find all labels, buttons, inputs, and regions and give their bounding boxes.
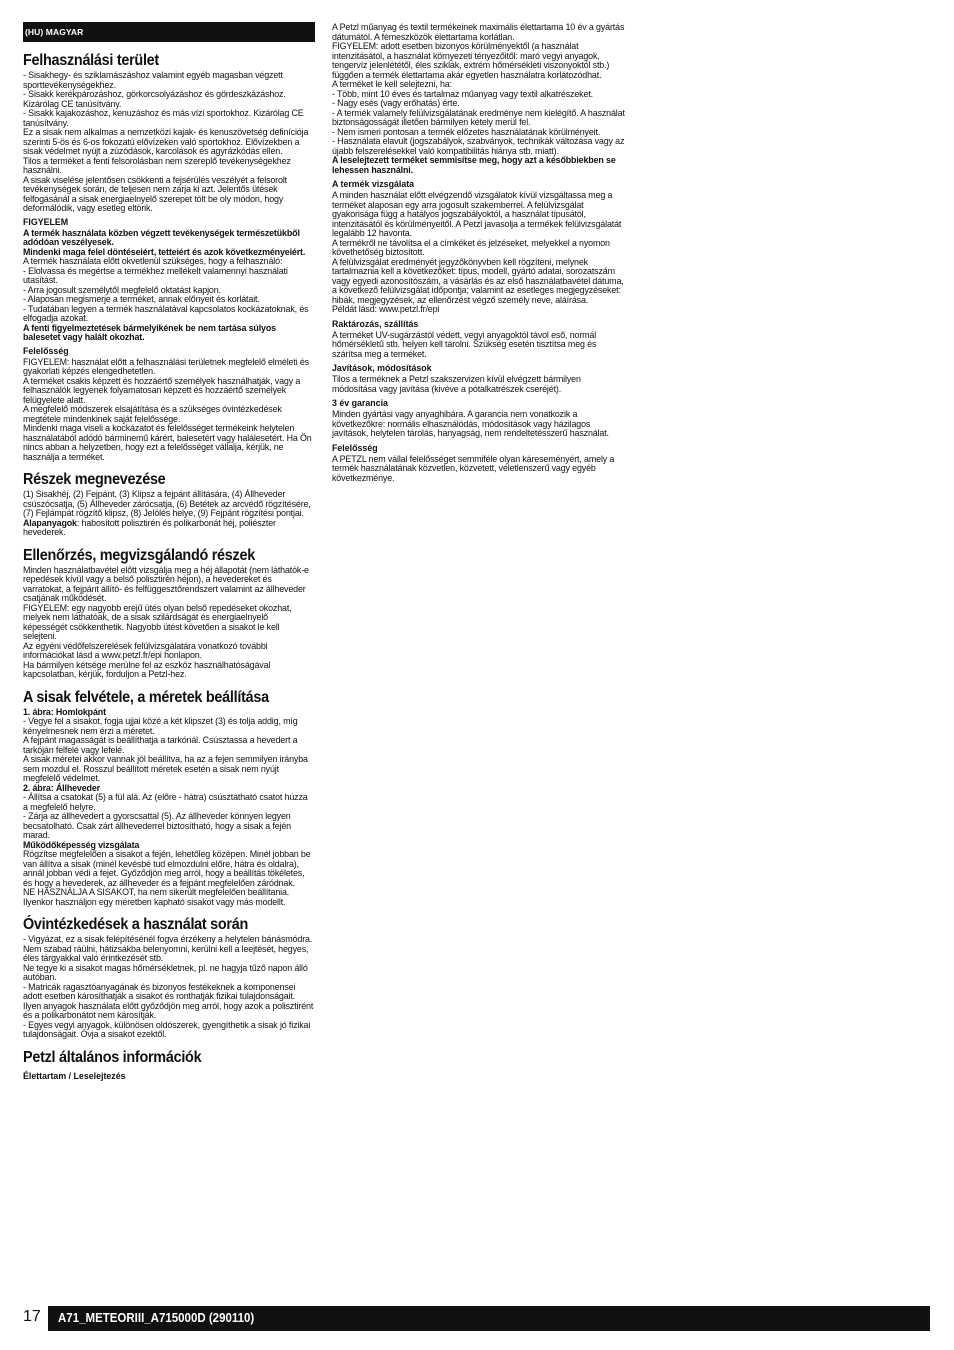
paragraph: - Zárja az állhevedert a gyorscsattal (5). Az állheveder könnyen legyen becsatolható. Csak zárt állhevederrel biztosítható, hogy a sisak a fején marad. xyxy=(23,810,291,840)
paragraph: - Arra jogosult személytől megfelelő oktatást kapjon. xyxy=(23,283,221,295)
paragraph: A termék használata előtt okvetlenül szükséges, hogy a felhasználó: xyxy=(23,255,283,266)
paragraph: A terméket UV-sugárzástól védett, vegyi anyagoktól távol eső, normál hőmérsékletű stb. helyen kell tárolni. Szükség esetén tisztítsa meg és szárítsa meg a terméket. xyxy=(332,328,597,359)
section-repairs xyxy=(332,363,626,393)
paragraph: - Elolvassa és megértse a termékhez mellékelt valamennyi használati utasítást. xyxy=(23,264,288,285)
paragraph: - Sisakk kajakozáshoz, kenuzáshoz és más vízi sportokhoz. Kizárólag CE tanúsítvány. xyxy=(23,107,304,128)
paragraph: A terméket csakis képzett és hozzáértő személyek használhatják, vagy a felhasználók legyenek folyamatosan képzett és hozzáértő személyek felügyelete alatt. xyxy=(23,374,301,405)
subsection-title: FIGYELEM xyxy=(23,216,69,228)
paragraph: Ez a sisak nem alkalmas a nemzetközi kajak- és kenuszövetség definíciója szerinti 5-ös és 6-os fokozatú elővízeken való sportokhoz. Elővízekben a sisak védelmet nyújt a zúzódások, karcolások és agyrázkódás ellen. xyxy=(23,126,309,156)
paragraph: A terméket le kell selejtezni, ha: xyxy=(332,78,452,89)
paragraph: - Matricák ragasztóanyagának és bizonyos festékeknek a komponensei adott esetben károsíthatják a sisakot és ronthatják fizikai tulajdonságait. Ilyen anyagok használata előtt győződjön meg arról, hogy azok a polisztirént és a polikarbonátot nem károsítják. xyxy=(23,980,314,1020)
paragraph: A minden használat előtt elvégzendő vizsgálatok kívül vizsgáltassa meg a terméket alaposan egy arra jogosult szakemberrel. A felülvizsgálat gyakorisága függ a hatályos jogszabályoktól, a használat típusától, intenzitásától és körülményeitől. A Petzl javasolja a termékek felülvizsgálatát legalább 12 havonta. xyxy=(332,189,622,238)
subsection-title: 3 év garancia xyxy=(332,398,388,409)
section-title: Részek megnevezése xyxy=(23,471,166,488)
paragraph: Minden használatbavétel előtt vizsgálja meg a héj állapotát (nem láthatók-e repedések kívül vagy a belső polisztirén héjon), a hevedereket és varratokat, a fejpánt állító- és felfüggesztőrendszert valamint az állheveder csatjának működését. xyxy=(23,563,309,603)
section-storage xyxy=(332,319,626,359)
paragraph xyxy=(23,518,314,537)
paragraph: A felülvizsgálat eredményét jegyzőkönyvben kell rögzíteni, melynek tartalmaznia kell a következőket: típus, modell, gyártó adatai, sorozatszám vagy egyedi azonosítószám, a vásárlás és az első használatbavétel dátuma, a következő felülvizsgálat időpontja; valamint az esetleges megjegyzéseket: hibák, megjegyzések, az ellenőrzést végző személy neve, aláírása. xyxy=(332,255,624,305)
warning-bold: A fenti figyelmeztetések bármelyikének be nem tartása súlyos balesetet vagy halált okozhat. xyxy=(23,321,276,342)
subsection-title: A termék vizsgálata xyxy=(332,179,415,190)
section-title: A sisak felvétele, a méretek beállítása xyxy=(23,688,269,706)
page-number: 17 xyxy=(23,1308,41,1325)
subsection-title: Raktározás, szállítás xyxy=(332,318,419,330)
materials-label: Alapanyagok xyxy=(23,516,77,528)
section-general-info xyxy=(23,1049,315,1082)
document-code: A71_METEORIII_A715000D (290110) xyxy=(58,1311,255,1325)
paragraph: A Petzl műanyag és textil termékeinek maximális élettartama 10 év a gyártás dátumától. A fémeszközök élettartama korlátlan. xyxy=(332,21,625,42)
paragraph: A fejpánt magasságát is beállíthatja a tarkónál. Csúsztassa a hevedert a tarkóján felfelé vagy lefelé. xyxy=(23,734,298,755)
paragraph: A megfelelő módszerek elsajátítása és a szükséges óvintézkedések megtétele mindenkinek saját felelőssége. xyxy=(23,403,282,424)
paragraph: - Vigyázat, ez a sisak felépítésénél fogva érzékeny a helytelen bánásmódra. Nem szabad ráülni, hátizsákba belenyomni, kerülni kell a leejtését, hegyes, éles tárgyakkal való érintkezését stb. xyxy=(23,933,313,963)
paragraph: NE HASZNÁLJA A SISAKOT, ha nem sikerült megfelelően beállítania. Ilyenkor használjon egy méretben kapható sisakot vagy más modellt. xyxy=(23,886,290,907)
paragraph: Ne tegye ki a sisakot magas hőmérsékletnek, pl. ne hagyja tűző napon álló autóban. xyxy=(23,961,308,982)
paragraph: Tilos a terméket a fenti felsorolásban nem szereplő tevékenységekhez használni. xyxy=(23,154,291,175)
paragraph: Mindenki maga viseli a kockázatot és felelősséget termékeink helytelen használatából adódó bárminemű kárért, balesetért vagy halálesetért. Ha Ön nincs abban a helyzetben, hogy ezt a felelősséget vállalja, kérjük, ne használja a terméket. xyxy=(23,422,312,462)
section-fitting xyxy=(23,689,315,907)
section-title: Ellenőrzés, megvizsgálandó részek xyxy=(23,546,255,564)
subsection-title: Felelősség xyxy=(23,345,69,357)
paragraph: - Állítsa a csatokat (5) a fül alá. Az (előre - hátra) csúsztatható csatot húzza a megfelelő helyre. xyxy=(23,791,308,812)
section-field-of-application xyxy=(23,52,315,461)
paragraph: - Alaposan megismerje a terméket, annak előnyeit és korlátait. xyxy=(23,293,260,304)
paragraph: A termékről ne távolítsa el a címkéket és jelzéseket, melyekkel a nyomon követhetőség biztosított. xyxy=(332,236,610,257)
right-column xyxy=(332,22,626,482)
paragraph: - Egyes vegyi anyagok, különösen oldószerek, gyengíthetik a sisak jó fizikai tulajdonságait. Óvja a sisakot ezektől. xyxy=(23,1018,311,1039)
paragraph: - Vegye fel a sisakot, fogja ujjai közé a két klipszet (3) és tolja addig, míg kényelmesnek nem érzi a méretet. xyxy=(23,715,298,736)
left-column xyxy=(23,22,315,1082)
paragraph: FIGYELEM: adott esetben bizonyos körülményektől (a használat intenzitásától, a használat környezeti tényezőitől: maró vegyi anyagok, tengervíz jelenlététől, éles sziklák, extrém hőmérsékleti viszonyoktól stb.) függően a termék élettartama akár egyetlen használatra korlátozódhat. xyxy=(332,40,610,80)
paragraph: - A termék valamely felülvizsgálatának eredménye nem kielégítő. A használat biztonságosságát illetően bármilyen kétely merül fel. xyxy=(332,106,625,127)
paragraph: - Tudatában legyen a termék használatával kapcsolatos kockázatoknak, és elfogadja azokat. xyxy=(23,302,309,323)
paragraph: A PETZL nem vállal felelősséget semmiféle olyan káreseményért, amely a termék használatának közvetlen, közvetett, véletlenszerű vagy egyéb következménye. xyxy=(332,452,615,483)
document-code-bar xyxy=(48,1306,930,1331)
paragraph: (1) Sisakhéj, (2) Fejpánt, (3) Klipsz a fejpánt állítására, (4) Állheveder csúszócsatja, (5) Állheveder zárócsatja, (6) Betétek az arcvédő rögzítésére, (7) Fejlámpát rögzítő klipsz, (8) Jelölés helye, (9) Fejpánt rögzítési pontjai. xyxy=(23,488,311,518)
subsection-title: Javítások, módosítások xyxy=(332,363,432,374)
paragraph: - Használata elavult (jogszabályok, szabványok, technikák változása vagy az újabb felszerelésekkel való kompatibilitás hiánya stb. miatt). xyxy=(332,135,625,156)
paragraph: - Nagy esés (vagy erőhatás) érte. xyxy=(332,97,460,108)
warning-bold: Mindenki maga felel döntéseiért, tetteiért és azok következményeiért. xyxy=(23,245,306,257)
warning-bold: A leselejtezett terméket semmisítse meg, hogy azt a későbbiekben se lehessen használni. xyxy=(332,154,616,175)
section-warranty xyxy=(332,398,626,438)
figure-label: 2. ábra: Állheveder xyxy=(23,781,100,793)
paragraph: Minden gyártási vagy anyaghibára. A garancia nem vonatkozik a következőkre: normális elhasználódás, módosítások vagy házilagos javítások, helytelen tárolás, hanyagság, nem rendeltetésszerű használat. xyxy=(332,408,609,438)
page-footer xyxy=(23,1306,930,1331)
subsection-title: Élettartam / Leselejtezés xyxy=(23,1070,126,1082)
materials-text: : habosított polisztirén és polikarbonát héj, poliészter hevederek. xyxy=(23,516,276,537)
paragraph: - Nem ismeri pontosan a termék előzetes használatának körülményeit. xyxy=(332,125,601,137)
section-product-inspection xyxy=(332,179,626,314)
paragraph: Az egyéni védőfelszerelések felülvizsgálatára vonatkozó további információkat lásd a www.petzl.fr/epi honlapon. xyxy=(23,639,268,660)
paragraph: FIGYELEM: egy nagyobb erejű ütés olyan belső repedéseket okozhat, melyek nem láthatóak, de a sisak szilárdságát és energiaelnyelő képességét csökkenthetik. Nagyobb ütést követően a sisakot le kell selejteni. xyxy=(23,601,292,641)
section-parts xyxy=(23,471,315,537)
figure-label: Működőképesség vizsgálata xyxy=(23,838,140,850)
section-inspection xyxy=(23,547,315,679)
section-title: Felhasználási terület xyxy=(23,52,159,69)
subsection-title: Felelősség xyxy=(332,442,378,454)
paragraph: A sisak viselése jelentősen csökkenti a fejsérülés veszélyét a felsorolt tevékenységek során, de teljesen nem zárja ki azt. Jelentős ütések felfogásánál a sisak energiaelnyelő szerepet tölt be oly módon, hogy deformálódik, vagy esetleg eltörik. xyxy=(23,173,287,213)
paragraph: FIGYELEM: használat előtt a felhasználási területnek megfelelő elméleti és gyakorlati képzés elengedhetetlen. xyxy=(23,355,309,376)
paragraph: - Sisakk kerékpározáshoz, görkorcsolyázáshoz és gördeszkázáshoz. Kizárólag CE tanúsítvány. xyxy=(23,88,286,109)
paragraph: A sisak méretei akkor vannak jól beállítva, ha az a fejen semmilyen irányba sem mozdul el. Rosszul beállított méretek esetén a sisak nem nyújt megfelelő védelmet. xyxy=(23,753,308,783)
warning-bold: A termék használata közben végzett tevékenységek természetükből adódóan veszélyesek. xyxy=(23,226,300,247)
language-label: (HU) MAGYAR xyxy=(23,22,315,42)
figure-label: 1. ábra: Homlokpánt xyxy=(23,705,106,717)
paragraph: Rögzítse megfelelően a sisakot a fején, lehetőleg középen. Minél jobban be van állítva a sisak (minél kevésbé tud elmozdulni előre, hátra és oldalra), annál jobban védi a fejet. Győződjön meg arról, hogy a beállítás tökéletes, és hogy a hevederek, az állheveder és a fejpánt megfelelően záródnak. xyxy=(23,848,311,888)
paragraph: Tilos a terméknek a Petzl szakszervizen kívül elvégzett bármilyen módosítása vagy javítása (kivéve a pótalkatrészek cseréjét). xyxy=(332,373,581,394)
paragraph: - Sisakhegy- és sziklamászáshoz valamint egyéb magasban végzett sporttevékenységekhez. xyxy=(23,69,283,90)
section-liability xyxy=(332,443,626,483)
paragraph: Példát lásd: www.petzl.fr/epi xyxy=(332,303,440,314)
paragraph: Ha bármilyen kétsége merülne fel az eszköz használhatóságával kapcsolatban, kérjük, forduljon a Petzl-hez. xyxy=(23,658,271,679)
section-precautions xyxy=(23,916,315,1039)
section-title: Petzl általános információk xyxy=(23,1048,202,1066)
paragraph: - Több, mint 10 éves és tartalmaz műanyag vagy textil alkatrészeket. xyxy=(332,87,593,99)
section-title: Óvintézkedések a használat során xyxy=(23,916,249,933)
